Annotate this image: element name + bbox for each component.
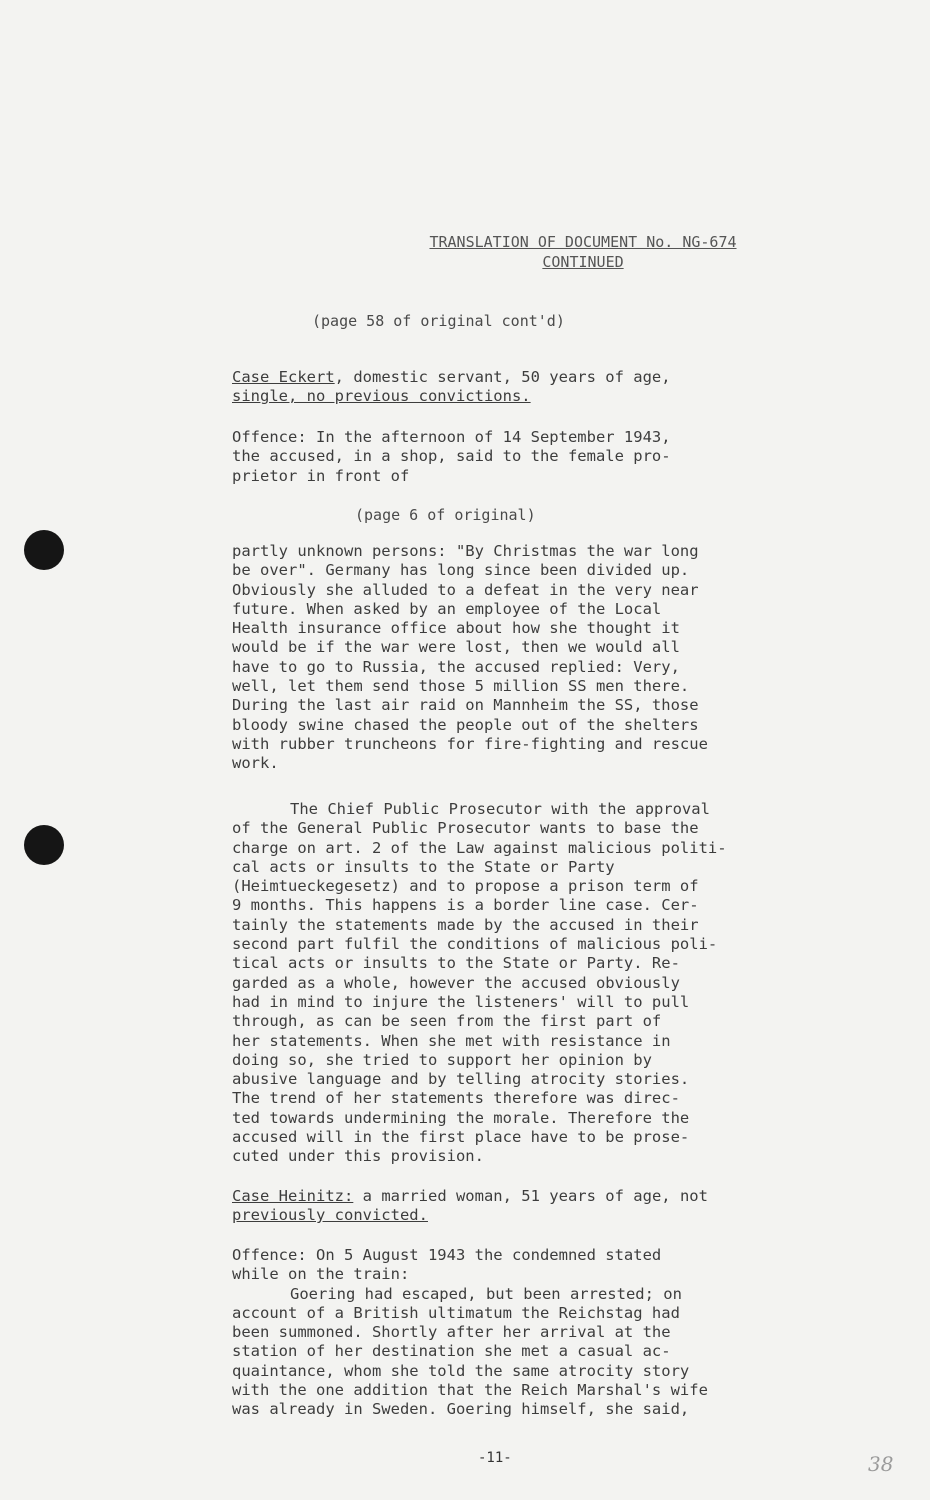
case-intro-line2: previously convicted. [232,1206,428,1225]
text-line: quaintance, whom she told the same atrocity story [232,1361,690,1380]
case-eckert-intro [232,368,872,407]
page-reference-first: (page 58 of original cont'd) [312,312,565,330]
punch-hole [24,530,64,570]
page-number: -11- [478,1450,512,1466]
text-line: the accused, in a shop, said to the female pro- [232,447,671,466]
page-reference-second: (page 6 of original) [355,506,536,524]
case-name: Case Heinitz: [232,1187,354,1205]
text-line: have to go to Russia, the accused replied: Very, [232,657,680,676]
body-paragraph-statements [232,542,872,774]
text-line: garded as a whole, however the accused obviously [232,973,680,992]
text-line: while on the train: [232,1265,410,1284]
text-line: future. When asked by an employee of the Local [232,599,662,618]
text-line: ted towards undermining the morale. Therefore the [232,1108,690,1127]
text-line: well, let them send those 5 million SS men there. [232,677,690,696]
text-line: Health insurance office about how she thought it [232,619,680,638]
text-line: tical acts or insults to the State or Party. Re- [232,954,680,973]
text-line: Offence: On 5 August 1943 the condemned stated [232,1246,662,1264]
text-line: Goering had escaped, but been arrested; on [290,1284,682,1303]
text-line: partly unknown persons: "By Christmas the war long [232,542,699,560]
text-line: 9 months. This happens is a border line case. Cer- [232,896,699,915]
offence-eckert [232,428,872,486]
case-name: Case Eckert [232,368,335,386]
text-line: would be if the war were lost, then we would all [232,638,680,657]
text-line: through, as can be seen from the first part of [232,1012,662,1031]
text-line: had in mind to injure the listeners' will to pull [232,992,690,1011]
case-intro-text: a married woman, 51 years of age, not [353,1187,708,1205]
text-line: tainly the statements made by the accused in their [232,915,699,934]
case-heinitz-intro [232,1187,872,1226]
text-line: abusive language and by telling atrocity stories. [232,1070,690,1089]
case-intro-text: , domestic servant, 50 years of age, [334,368,671,386]
document-header [378,232,788,272]
text-line: cuted under this provision. [232,1147,484,1166]
text-line: account of a British ultimatum the Reichstag had [232,1303,680,1322]
text-line: station of her destination she met a casual ac- [232,1342,671,1361]
case-intro-line2: single, no previous convictions. [232,387,531,406]
header-title: TRANSLATION OF DOCUMENT No. NG-674 [429,233,737,251]
handwritten-page-stamp: 38 [868,1452,894,1476]
text-line: The trend of her statements therefore was direc- [232,1089,680,1108]
text-line: with the one addition that the Reich Marshal's wife [232,1381,708,1400]
text-line: (Heimtueckegesetz) and to propose a prison term of [232,877,699,896]
text-line: been summoned. Shortly after her arrival at the [232,1323,671,1342]
text-line: charge on art. 2 of the Law against malicious politi- [232,838,727,857]
text-line: work. [232,754,279,773]
text-line: be over". Germany has long since been divided up. [232,561,690,580]
offence-heinitz [232,1246,872,1420]
text-line: was already in Sweden. Goering himself, she said, [232,1400,690,1419]
body-paragraph-prosecutor [232,800,872,1167]
text-line: Obviously she alluded to a defeat in the very near [232,580,699,599]
header-continued: CONTINUED [542,253,624,271]
text-line: bloody swine chased the people out of the shelters [232,715,699,734]
text-line: of the General Public Prosecutor wants to base the [232,819,699,838]
text-line: cal acts or insults to the State or Party [232,857,615,876]
text-line: accused will in the first place have to be prose- [232,1128,690,1147]
text-line: Offence: In the afternoon of 14 September 1943, [232,428,671,446]
text-line: her statements. When she met with resistance in [232,1031,671,1050]
text-line: The Chief Public Prosecutor with the approval [290,800,710,818]
text-line: with rubber truncheons for fire-fighting and rescue [232,734,708,753]
text-line: During the last air raid on Mannheim the SS, those [232,696,699,715]
text-line: second part fulfil the conditions of malicious poli- [232,935,718,954]
punch-hole [24,825,64,865]
text-line: prietor in front of [232,466,410,485]
text-line: doing so, she tried to support her opinion by [232,1050,652,1069]
